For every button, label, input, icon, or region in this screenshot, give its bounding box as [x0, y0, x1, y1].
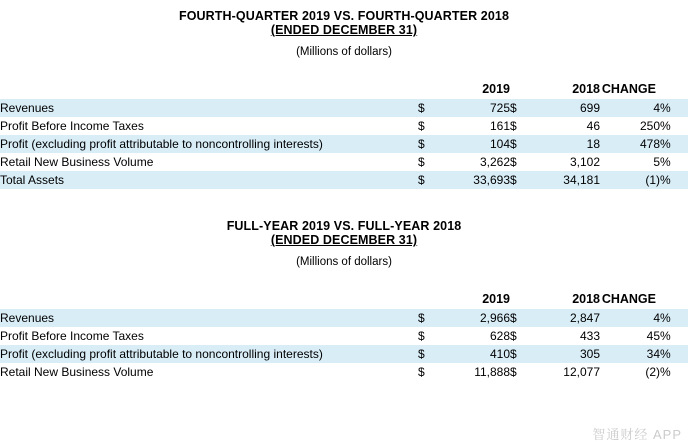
row-currency-prior: $	[510, 153, 530, 171]
row-currency-prior: $	[510, 309, 530, 327]
row-currency-current: $	[418, 171, 438, 189]
row-currency-prior: $	[510, 171, 530, 189]
section-gap	[0, 189, 688, 219]
row-currency-current: $	[418, 345, 438, 363]
row-change: 5	[600, 153, 660, 171]
row-currency-current: $	[418, 135, 438, 153]
table-row	[0, 309, 688, 327]
fullyear-table	[0, 288, 688, 381]
row-change: 250	[600, 117, 660, 135]
table-row	[0, 153, 688, 171]
row-value-prior: 18	[530, 135, 600, 153]
row-value-prior: 305	[530, 345, 600, 363]
row-change: 4	[600, 99, 660, 117]
row-label: Profit Before Income Taxes	[0, 327, 418, 345]
row-currency-current: $	[418, 117, 438, 135]
fullyear-header-change: CHANGE	[601, 292, 656, 306]
row-label: Profit (excluding profit attributable to noncontrolling interests)	[0, 345, 418, 363]
section-fullyear-heading	[0, 219, 688, 268]
row-label: Revenues	[0, 309, 418, 327]
row-value-prior: 46	[530, 117, 600, 135]
row-value-current: 725	[438, 99, 510, 117]
table-row	[0, 363, 688, 381]
row-currency-current: $	[418, 363, 438, 381]
section-quarter-title: FOURTH-QUARTER 2019 VS. FOURTH-QUARTER 2018	[178, 9, 510, 23]
heading-gap	[0, 247, 688, 256]
row-change: (1)	[600, 171, 660, 189]
row-label: Retail New Business Volume	[0, 153, 418, 171]
row-value-prior: 2,847	[530, 309, 600, 327]
quarter-header-year-prior: 2018	[572, 82, 600, 96]
row-change: (2)	[600, 363, 660, 381]
row-currency-current: $	[418, 99, 438, 117]
quarter-header-pct	[660, 78, 688, 99]
quarter-table-header-row	[0, 78, 688, 99]
fullyear-header-year-prior: 2018	[572, 292, 600, 306]
section-fullyear-units: (Millions of dollars)	[296, 256, 392, 268]
row-value-prior: 699	[530, 99, 600, 117]
row-currency-prior: $	[510, 327, 530, 345]
row-change: 45	[600, 327, 660, 345]
section-quarter-units: (Millions of dollars)	[296, 46, 392, 58]
section-fullyear-period: (ENDED DECEMBER 31)	[270, 233, 418, 247]
row-percent-sign: %	[660, 309, 688, 327]
row-value-current: 410	[438, 345, 510, 363]
top-spacer	[0, 0, 688, 9]
quarter-header-year-current: 2019	[482, 82, 510, 96]
row-currency-current: $	[418, 153, 438, 171]
row-currency-prior: $	[510, 99, 530, 117]
row-value-prior: 34,181	[530, 171, 600, 189]
table-row	[0, 345, 688, 363]
row-value-prior: 12,077	[530, 363, 600, 381]
row-label: Total Assets	[0, 171, 418, 189]
section-quarter	[0, 9, 688, 189]
row-value-current: 104	[438, 135, 510, 153]
row-label: Profit Before Income Taxes	[0, 117, 418, 135]
section-fullyear-title: FULL-YEAR 2019 VS. FULL-YEAR 2018	[226, 219, 462, 233]
fullyear-table-header-row	[0, 288, 688, 309]
row-change: 4	[600, 309, 660, 327]
table-row	[0, 327, 688, 345]
table-row	[0, 117, 688, 135]
row-value-prior: 3,102	[530, 153, 600, 171]
row-percent-sign: %	[660, 345, 688, 363]
table-top-gap	[0, 268, 688, 288]
heading-gap	[0, 37, 688, 46]
quarter-header-cur2	[510, 78, 530, 99]
row-value-prior: 433	[530, 327, 600, 345]
row-percent-sign: %	[660, 117, 688, 135]
row-percent-sign: %	[660, 171, 688, 189]
table-row	[0, 99, 688, 117]
row-change: 34	[600, 345, 660, 363]
fullyear-header-cur1	[418, 288, 438, 309]
section-fullyear	[0, 219, 688, 381]
row-label: Profit (excluding profit attributable to noncontrolling interests)	[0, 135, 418, 153]
quarter-table	[0, 78, 688, 189]
row-percent-sign: %	[660, 327, 688, 345]
quarter-header-cur1	[418, 78, 438, 99]
row-percent-sign: %	[660, 135, 688, 153]
section-quarter-period: (ENDED DECEMBER 31)	[270, 23, 418, 37]
row-label: Revenues	[0, 99, 418, 117]
row-value-current: 161	[438, 117, 510, 135]
fullyear-header-pct	[660, 288, 688, 309]
quarter-header-label	[0, 78, 418, 99]
row-currency-prior: $	[510, 345, 530, 363]
table-top-gap	[0, 58, 688, 78]
section-quarter-heading	[0, 9, 688, 58]
row-percent-sign: %	[660, 99, 688, 117]
row-currency-current: $	[418, 309, 438, 327]
row-value-current: 628	[438, 327, 510, 345]
table-row	[0, 171, 688, 189]
row-change: 478	[600, 135, 660, 153]
quarter-header-change: CHANGE	[601, 82, 656, 96]
row-currency-current: $	[418, 327, 438, 345]
table-row	[0, 135, 688, 153]
fullyear-header-year-current: 2019	[482, 292, 510, 306]
row-percent-sign: %	[660, 363, 688, 381]
row-currency-prior: $	[510, 135, 530, 153]
fullyear-header-cur2	[510, 288, 530, 309]
fullyear-header-label	[0, 288, 418, 309]
row-value-current: 3,262	[438, 153, 510, 171]
row-value-current: 33,693	[438, 171, 510, 189]
row-percent-sign: %	[660, 153, 688, 171]
row-value-current: 2,966	[438, 309, 510, 327]
row-currency-prior: $	[510, 117, 530, 135]
watermark: 智通财经 APP	[592, 427, 682, 442]
row-currency-prior: $	[510, 363, 530, 381]
row-label: Retail New Business Volume	[0, 363, 418, 381]
row-value-current: 11,888	[438, 363, 510, 381]
